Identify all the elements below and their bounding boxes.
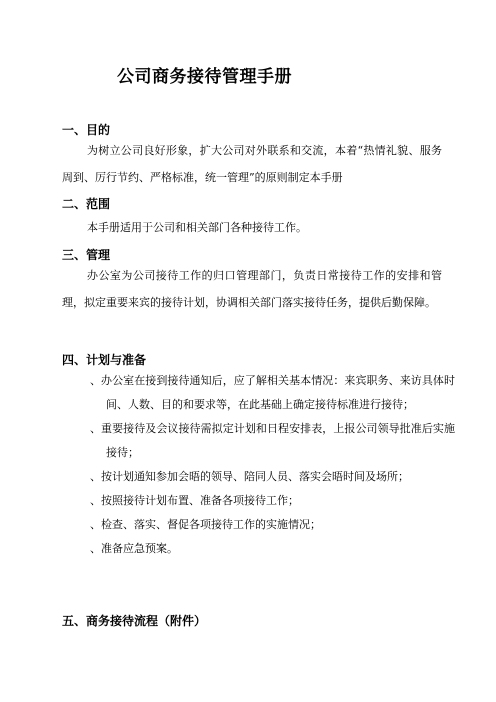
list-item: 、办公室在接到接待通知后，应了解相关基本情况：来宾职务、来访具体时间、人数、目的和要求等，在此基础上确定接待标准进行接待； (90, 374, 455, 411)
list-item: 、重要接待及会议接待需拟定计划和日程安排表，上报公司领导批准后实施接待； (90, 422, 455, 459)
section-heading-management: 三、管理 (62, 248, 111, 262)
section-body-management: 办公室为公司接待工作的归口管理部门，负责日常接待工作的安排和管理，拟定重要来宾的接待计划，协调相关部门落实接待任务，提供后勤保障。 (62, 269, 442, 309)
planning-list (90, 369, 455, 561)
list-item: 、按计划通知参加会晤的领导、陪同人员、落实会晤时间及场所； (90, 470, 409, 483)
section-body-purpose: 为树立公司良好形象，扩大公司对外联系和交流，本着“热情礼貌、服务周到、厉行节约、严格标准，统一管理”的原则制定本手册 (62, 144, 442, 184)
list-item: 、检查、落实、督促各项接待工作的实施情况； (90, 518, 321, 531)
list-item: 、按照接待计划布置、准备各项接待工作； (90, 494, 299, 507)
section-body-scope: 本手册适用于公司和相关部门各种接待工作。 (87, 221, 307, 234)
section-heading-scope: 二、范围 (62, 197, 111, 211)
section-heading-planning: 四、计划与准备 (62, 353, 147, 367)
document-title: 公司商务接待管理手册 (117, 67, 292, 87)
list-item: 、准备应急预案。 (90, 542, 178, 555)
section-heading-purpose: 一、目的 (62, 123, 111, 137)
section-heading-process: 五、商务接待流程（附件） (62, 614, 207, 628)
